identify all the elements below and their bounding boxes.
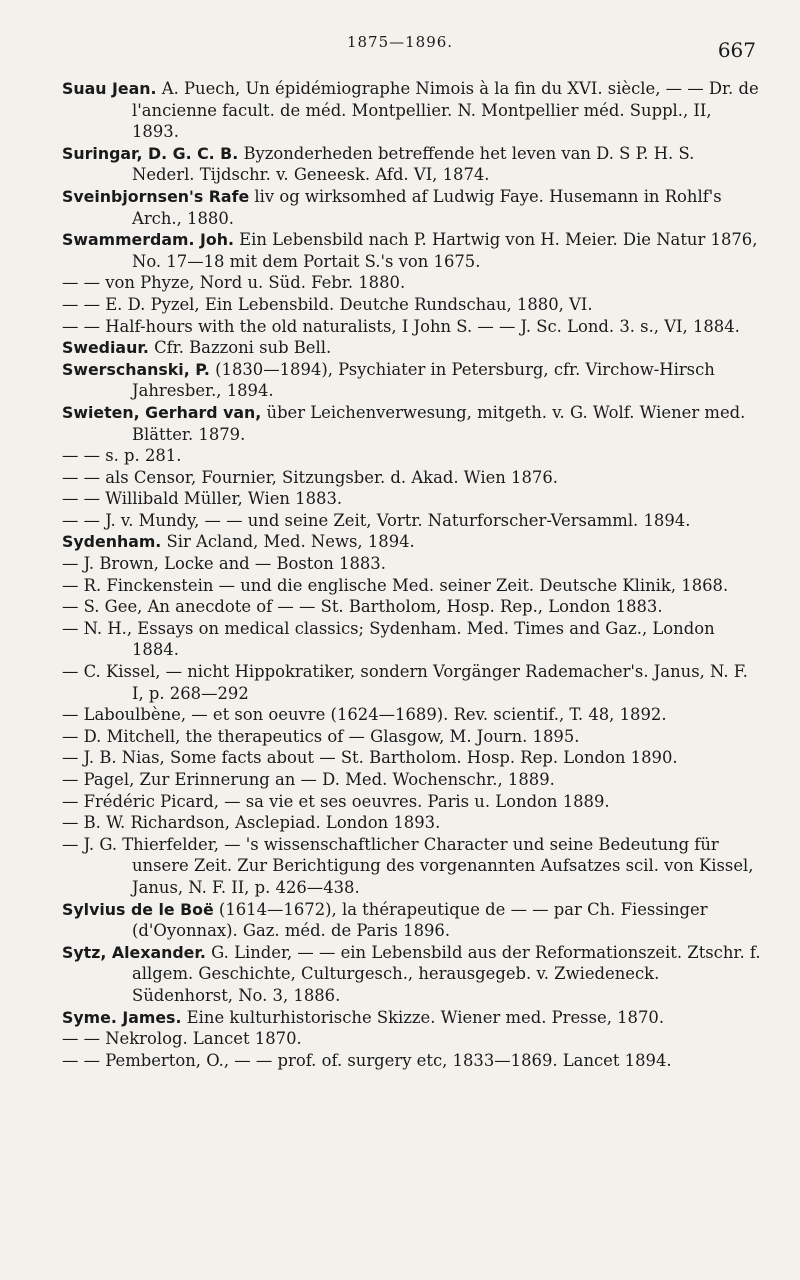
bibliography-entry xyxy=(62,769,762,791)
bibliography-entry xyxy=(62,78,762,143)
entry-text: — Laboulbène, — et son oeuvre (1624—1689). Rev. scientif., T. 48, 1892. xyxy=(62,705,667,725)
entry-text: — J. G. Thierfelder, — 's wissenschaftlicher Character und seine Bedeutung für unsere Zeit. Zur Berichtigung des vorgenannten Aufsatzes scil. von Kissel, Janus, N. F. II, p. 426—438. xyxy=(62,834,754,897)
bibliography-entry xyxy=(62,510,762,532)
entry-heading: Suringar, D. G. C. B. xyxy=(62,143,239,163)
bibliography-entry xyxy=(62,596,762,618)
entry-text: G. Linder, — — ein Lebensbild aus der Reformationszeit. Ztschr. f. allgem. Geschichte, Culturgesch., herausgegeb. v. Zwiedeneck. Südenhorst, No. 3, 1886. xyxy=(132,942,761,1005)
bibliography-entry xyxy=(62,942,762,1007)
bibliography-entry xyxy=(62,575,762,597)
entry-text: über Leichenverwesung, mitgeth. v. G. Wolf. Wiener med. Blätter. 1879. xyxy=(132,402,746,444)
entry-heading: Suau Jean. xyxy=(62,79,157,98)
entry-heading: Swammerdam. Joh. xyxy=(62,230,234,250)
entry-text: — J. B. Nias, Some facts about — St. Bartholom. Hosp. Rep. London 1890. xyxy=(62,748,678,768)
entry-text: — R. Finckenstein — und die englische Med. seiner Zeit. Deutsche Klinik, 1868. xyxy=(62,575,729,595)
bibliography-entry xyxy=(62,229,762,272)
bibliography-entry xyxy=(62,1007,762,1029)
entry-heading: Swediaur. xyxy=(62,338,149,358)
bibliography-entry xyxy=(62,834,762,899)
bibliography-entry xyxy=(62,704,762,726)
bibliography-entry xyxy=(62,1028,762,1050)
entry-heading: Sveinbjornsen's Rafe xyxy=(62,186,250,206)
bibliography-entry xyxy=(62,618,762,661)
entry-text: — J. Brown, Locke and — Boston 1883. xyxy=(62,554,386,574)
entry-text: — Pagel, Zur Erinnerung an — D. Med. Wochenschr., 1889. xyxy=(62,770,555,789)
bibliography-entry xyxy=(62,1050,762,1072)
bibliography-entry xyxy=(62,488,762,510)
bibliography-entry xyxy=(62,272,762,294)
bibliography-list xyxy=(62,78,762,1071)
entry-text: — S. Gee, An anecdote of — — St. Bartholom, Hosp. Rep., London 1883. xyxy=(62,597,663,617)
entry-text: — C. Kissel, — nicht Hippokratiker, sondern Vorgänger Rademacher's. Janus, N. F. I, p. 268—292 xyxy=(62,662,748,703)
page-number: 667 xyxy=(717,38,756,62)
entry-text: Byzonderheden betreffende het leven van D. S P. H. S. Nederl. Tijdschr. v. Geneesk. Afd. VI, 1874. xyxy=(132,143,695,185)
entry-heading: Swerschanski, P. xyxy=(62,359,210,379)
bibliography-entry xyxy=(62,337,762,359)
entry-text: — Frédéric Picard, — sa vie et ses oeuvres. Paris u. London 1889. xyxy=(62,791,610,811)
entry-text: Eine kulturhistorische Skizze. Wiener med. Presse, 1870. xyxy=(181,1007,665,1027)
entry-text: — — als Censor, Fournier, Sitzungsber. d. Akad. Wien 1876. xyxy=(62,467,558,487)
bibliography-entry xyxy=(62,791,762,813)
bibliography-entry xyxy=(62,553,762,575)
entry-text: — B. W. Richardson, Asclepiad. London 1893. xyxy=(62,813,441,833)
entry-text: (1614—1672), la thérapeutique de — — par Ch. Fiessinger (d'Oyonnax). Gaz. méd. de Paris 1896. xyxy=(132,899,708,941)
entry-heading: Sylvius de le Boë xyxy=(62,899,214,919)
entry-text: (1830—1894), Psychiater in Petersburg, cfr. Virchow-Hirsch Jahresber., 1894. xyxy=(132,359,715,401)
bibliography-entry xyxy=(62,359,762,402)
entry-text: — — Half-hours with the old naturalists, I John S. — — J. Sc. Lond. 3. s., VI, 1884. xyxy=(62,316,740,336)
entry-heading: Sydenham. xyxy=(62,532,162,552)
bibliography-entry xyxy=(62,467,762,489)
entry-text: — D. Mitchell, the therapeutics of — Glasgow, M. Journ. 1895. xyxy=(62,726,580,746)
bibliography-entry xyxy=(62,143,762,186)
entry-text: liv og wirksomhed af Ludwig Faye. Husemann in Rohlf's Arch., 1880. xyxy=(132,186,722,228)
entry-text: Ein Lebensbild nach P. Hartwig von H. Meier. Die Natur 1876, No. 17—18 mit dem Portait S.'s von 1675. xyxy=(132,230,758,271)
entry-text: — — Willibald Müller, Wien 1883. xyxy=(62,489,343,509)
entry-text: — — Pemberton, O., — — prof. of. surgery etc, 1833—1869. Lancet 1894. xyxy=(62,1050,672,1070)
entry-text: Cfr. Bazzoni sub Bell. xyxy=(148,338,332,358)
entry-text: A. Puech, Un épidémiographe Nimois à la fin du XVI. siècle, — — Dr. de l'ancienne facult. de méd. Montpellier. N. Montpellier méd. Suppl., II, 1893. xyxy=(132,79,759,142)
bibliography-entry xyxy=(62,899,762,942)
bibliography-entry xyxy=(62,747,762,769)
entry-text: — — s. p. 281. xyxy=(62,446,182,466)
entry-text: Sir Acland, Med. News, 1894. xyxy=(161,532,415,552)
entry-text: — N. H., Essays on medical classics; Sydenham. Med. Times and Gaz., London 1884. xyxy=(62,618,715,660)
entry-heading: Swieten, Gerhard van, xyxy=(62,402,262,422)
bibliography-entry xyxy=(62,812,762,834)
entry-heading: Sytz, Alexander. xyxy=(62,942,206,962)
bibliography-entry xyxy=(62,402,762,445)
entry-heading: Syme. James. xyxy=(62,1007,182,1027)
entry-text: — — von Phyze, Nord u. Süd. Febr. 1880. xyxy=(62,273,406,293)
bibliography-entry xyxy=(62,294,762,316)
bibliography-entry xyxy=(62,316,762,338)
entry-text: — — Nekrolog. Lancet 1870. xyxy=(62,1029,302,1049)
bibliography-entry xyxy=(62,445,762,467)
bibliography-entry xyxy=(62,726,762,748)
running-header: 1875—1896. xyxy=(346,33,454,51)
bibliography-entry xyxy=(62,186,762,229)
bibliography-entry xyxy=(62,531,762,553)
entry-text: — — E. D. Pyzel, Ein Lebensbild. Deutche Rundschau, 1880, VI. xyxy=(62,294,593,314)
bibliography-entry xyxy=(62,661,762,704)
entry-text: — — J. v. Mundy, — — und seine Zeit, Vortr. Naturforscher-Versamml. 1894. xyxy=(62,510,691,530)
